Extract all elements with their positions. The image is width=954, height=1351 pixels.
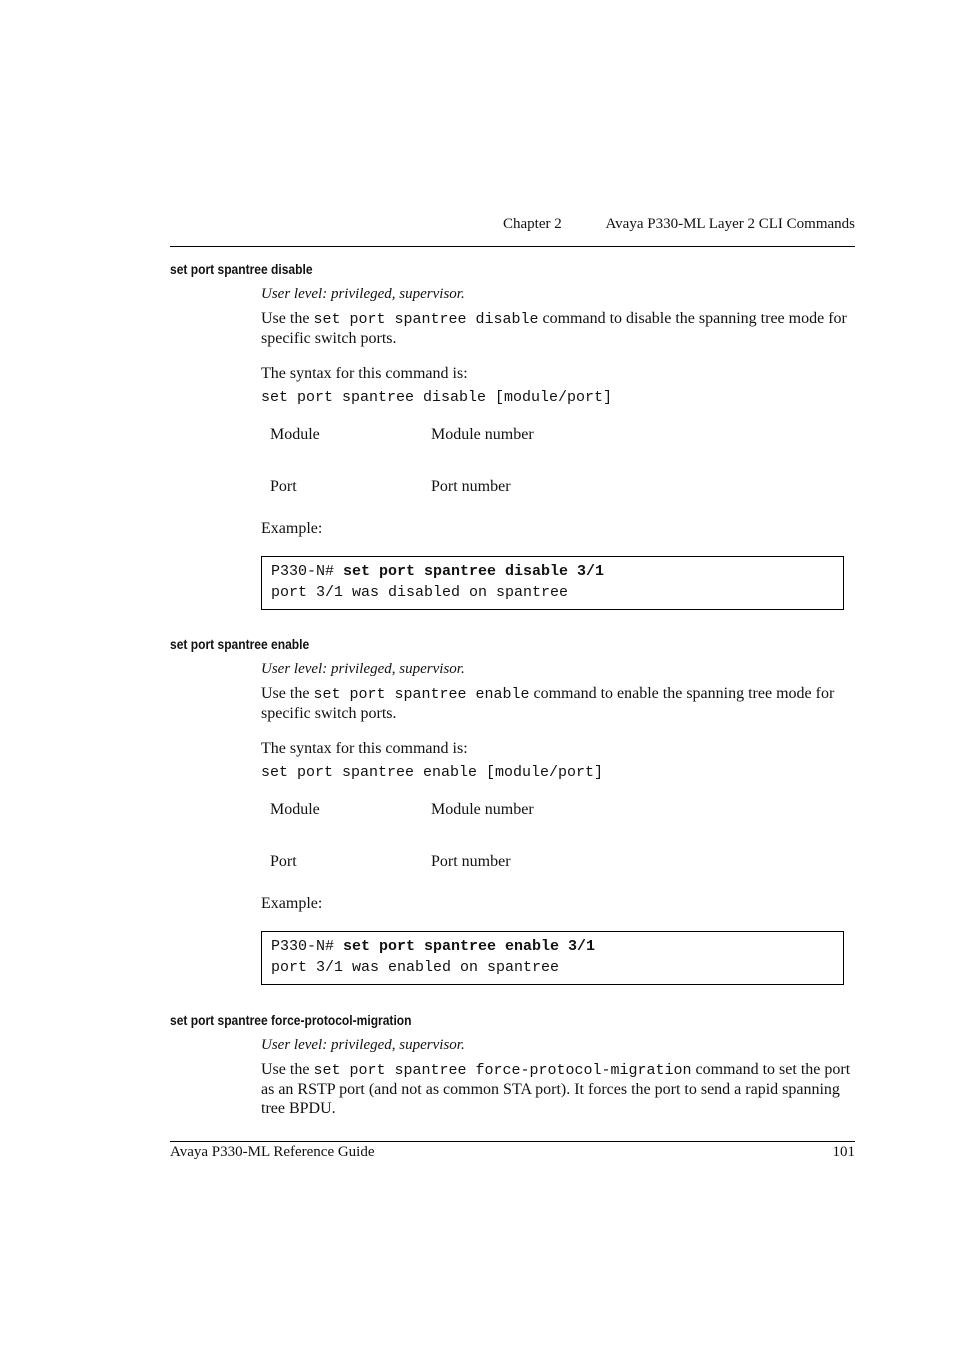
example-box-disable (261, 556, 844, 610)
header-rule (170, 246, 855, 247)
example-label-disable: Example: (261, 520, 323, 537)
header-chapter: Chapter 2 (503, 216, 562, 232)
desc-inline-code: set port spantree disable (313, 311, 539, 328)
page-number: 101 (832, 1144, 855, 1160)
user-level-enable: User level: privileged, supervisor. (261, 661, 465, 677)
desc-text-pre: Use the (261, 1061, 314, 1078)
example-output: port 3/1 was disabled on spantree (271, 584, 569, 601)
section-title-enable: set port spantree enable (170, 636, 310, 652)
description-force-protocol-migration (261, 1060, 853, 1118)
example-command-line (271, 938, 595, 955)
syntax-intro-enable: The syntax for this command is: (261, 740, 468, 757)
param-desc-port: Port number (431, 478, 511, 495)
desc-inline-code: set port spantree force-protocol-migration (313, 1062, 692, 1079)
section-title-force-protocol-migration: set port spantree force-protocol-migration (170, 1012, 412, 1028)
example-output: port 3/1 was enabled on spantree (271, 959, 560, 976)
param-name-module: Module (270, 801, 320, 818)
example-command-line (271, 563, 604, 580)
header-title: Avaya P330-ML Layer 2 CLI Commands (605, 216, 855, 232)
param-desc-module: Module number (431, 426, 534, 443)
param-desc-port: Port number (431, 853, 511, 870)
param-desc-module: Module number (431, 801, 534, 818)
desc-text-pre: Use the (261, 310, 314, 327)
example-prompt: P330-N# (271, 938, 344, 955)
desc-text-pre: Use the (261, 685, 314, 702)
desc-text-post: command to enable the spanning tree mode for specific switch ports. (261, 685, 835, 722)
footer-rule (170, 1141, 855, 1142)
section-title-disable: set port spantree disable (170, 261, 313, 277)
syntax-enable: set port spantree enable [module/port] (261, 764, 604, 781)
desc-text-post: command to set the port as an RSTP port (and not as common STA port). It forces the port to send a rapid spanning tree BPDU. (261, 1061, 851, 1117)
example-command: set port spantree enable 3/1 (343, 938, 596, 955)
desc-inline-code: set port spantree enable (313, 686, 530, 703)
description-disable (261, 309, 853, 348)
syntax-disable: set port spantree disable [module/port] (261, 389, 613, 406)
user-level-force-protocol-migration: User level: privileged, supervisor. (261, 1037, 465, 1053)
example-command: set port spantree disable 3/1 (343, 563, 605, 580)
footer-title: Avaya P330-ML Reference Guide (170, 1144, 375, 1160)
user-level-disable: User level: privileged, supervisor. (261, 286, 465, 302)
param-name-port: Port (270, 853, 297, 870)
description-enable (261, 684, 853, 723)
param-name-port: Port (270, 478, 297, 495)
param-name-module: Module (270, 426, 320, 443)
example-prompt: P330-N# (271, 563, 344, 580)
example-box-enable (261, 931, 844, 985)
example-label-enable: Example: (261, 895, 323, 912)
syntax-intro-disable: The syntax for this command is: (261, 365, 468, 382)
desc-text-post: command to disable the spanning tree mode for specific switch ports. (261, 310, 847, 347)
page-header (170, 216, 855, 236)
